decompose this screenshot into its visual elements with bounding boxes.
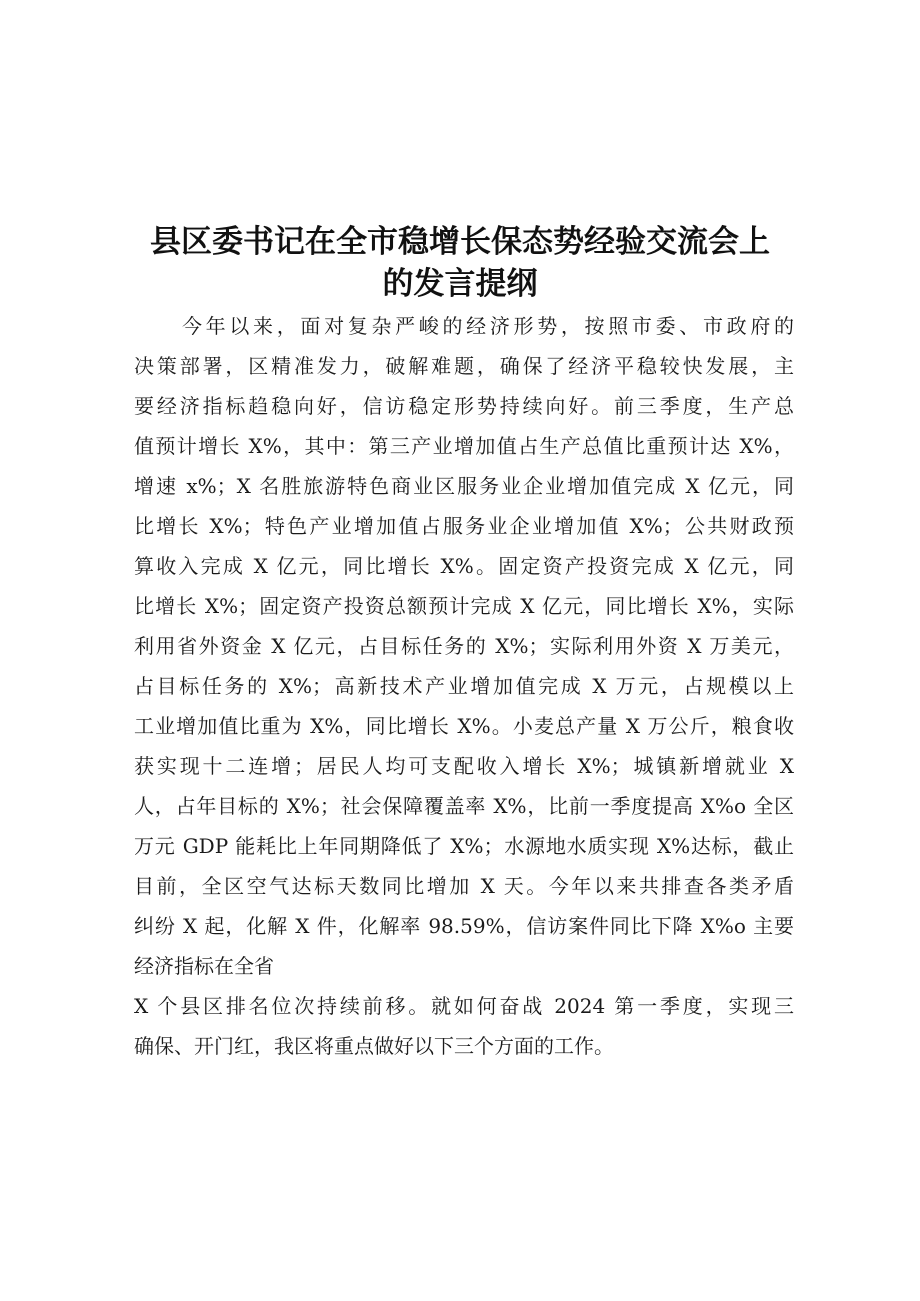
body-line: 工业增加值比重为 X%，同比增长 X%。小麦总产量 X 万公斤，粮食收 <box>134 714 794 738</box>
body-line: 纠纷 X 起，化解 X 件，化解率 98.59%，信访案件同比下降 X%o 主要 <box>134 914 794 938</box>
body-line: 今年以来，面对复杂严峻的经济形势，按照市委、市政府的 <box>182 314 794 338</box>
body-line: 比增长 X%；特色产业增加值占服务业企业增加值 X%；公共财政预 <box>134 514 794 538</box>
body-line: 要经济指标趋稳向好，信访稳定形势持续向好。前三季度，生产总 <box>134 394 794 418</box>
body-line: 增速 x%；X 名胜旅游特色商业区服务业企业增加值完成 X 亿元，同 <box>134 474 794 498</box>
body-line: 经济指标在全省 <box>134 954 274 978</box>
body-line: 决策部署，区精准发力，破解难题，确保了经济平稳较快发展，主 <box>134 354 794 378</box>
body-line: 比增长 X%；固定资产投资总额预计完成 X 亿元，同比增长 X%，实际 <box>134 594 794 618</box>
document-title-line-2: 的发言提纲 <box>382 266 538 302</box>
body-line: 获实现十二连增；居民人均可支配收入增长 X%；城镇新增就业 X <box>134 754 794 778</box>
body-line: 占目标任务的 X%；高新技术产业增加值完成 X 万元，占规模以上 <box>134 674 794 698</box>
body-line: 目前，全区空气达标天数同比增加 X 天。今年以来共排查各类矛盾 <box>134 874 794 898</box>
body-line: 值预计增长 X%，其中：第三产业增加值占生产总值比重预计达 X%， <box>134 434 794 458</box>
body-line: 算收入完成 X 亿元，同比增长 X%。固定资产投资完成 X 亿元，同 <box>134 554 794 578</box>
document-title-line-1: 县区委书记在全市稳增长保态势经验交流会上 <box>150 224 770 260</box>
body-line: 万元 GDP 能耗比上年同期降低了 X%；水源地水质实现 X%达标，截止 <box>134 834 794 858</box>
body-line: 利用省外资金 X 亿元，占目标任务的 X%；实际利用外资 X 万美元， <box>134 634 794 658</box>
body-line: X 个县区排名位次持续前移。就如何奋战 2024 第一季度，实现三 <box>134 994 794 1018</box>
body-line: 确保、开门红，我区将重点做好以下三个方面的工作。 <box>134 1034 614 1058</box>
body-line: 人，占年目标的 X%；社会保障覆盖率 X%，比前一季度提高 X%o 全区 <box>134 794 794 818</box>
